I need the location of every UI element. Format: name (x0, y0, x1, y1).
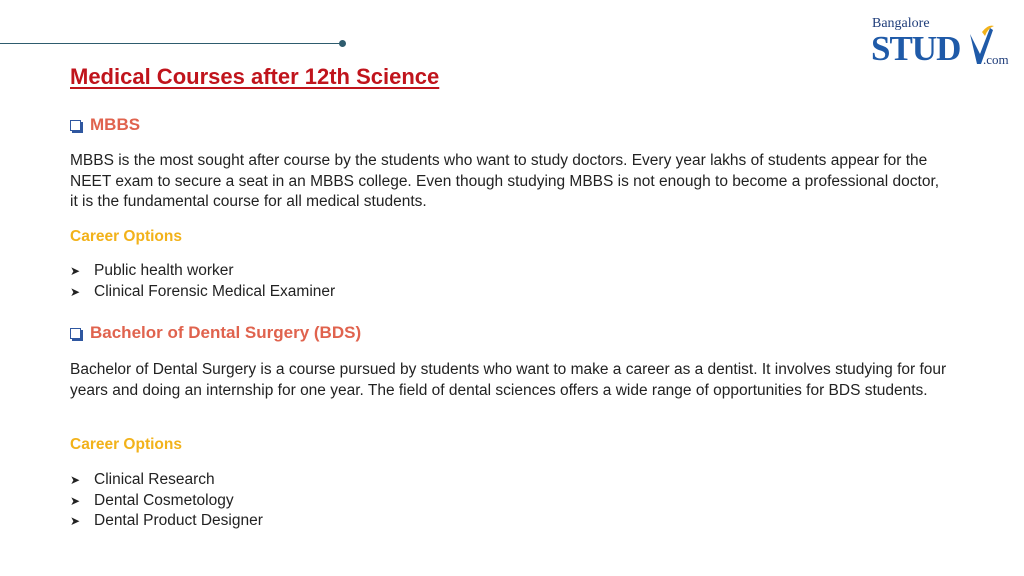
career-options-label: Career Options (70, 436, 182, 453)
list-item-text: Clinical Forensic Medical Examiner (94, 282, 336, 300)
logo-top-text: Bangalore (872, 16, 930, 31)
list-item (70, 491, 263, 512)
arrow-bullet-icon: ➤ (70, 264, 81, 278)
logo-com-text: .com (983, 52, 1009, 67)
list-item-text: Dental Product Designer (94, 512, 263, 530)
list-item-text: Dental Cosmetology (94, 491, 234, 509)
section-paragraph-mbbs: MBBS is the most sought after course by the students who want to study doctors. Every year lakhs of students appear for the NEET exam to secure a seat in an MBBS college. Even though studying MBBS is not enough to become a professional doctor, it is the fundamental course for all medical students. (70, 152, 940, 211)
section-paragraph-bds: Bachelor of Dental Surgery is a course pursued by students who want to make a career as a dentist. It involves studying for four years and doing an internship for one year. The field of dental sciences offers a wide range of opportunities for BDS students. (70, 361, 947, 399)
list-item (70, 470, 263, 491)
section-heading-text: MBBS (90, 115, 141, 134)
arrow-bullet-icon: ➤ (70, 473, 81, 487)
career-list-bds (70, 470, 263, 532)
list-item (70, 511, 263, 532)
section-heading-mbbs (70, 115, 140, 135)
arrow-bullet-icon: ➤ (70, 284, 81, 299)
list-item-text: Clinical Research (94, 471, 215, 488)
checkbox-icon (70, 120, 81, 131)
rule-dot (339, 40, 346, 47)
career-list-mbbs (70, 261, 335, 302)
checkbox-icon (70, 328, 81, 339)
list-item (70, 261, 335, 282)
page-title: Medical Courses after 12th Science (70, 64, 440, 89)
list-item (70, 282, 335, 303)
logo-main-text: STUD (871, 29, 961, 68)
arrow-bullet-icon: ➤ (70, 514, 81, 529)
list-item-text: Public health worker (94, 262, 234, 279)
section-heading-text: Bachelor of Dental Surgery (BDS) (90, 323, 362, 342)
decorative-rule (0, 43, 341, 44)
section-heading-bds (70, 323, 361, 343)
career-options-label: Career Options (70, 228, 182, 245)
arrow-bullet-icon: ➤ (70, 493, 81, 508)
bangalore-study-logo[interactable] (868, 16, 1018, 72)
